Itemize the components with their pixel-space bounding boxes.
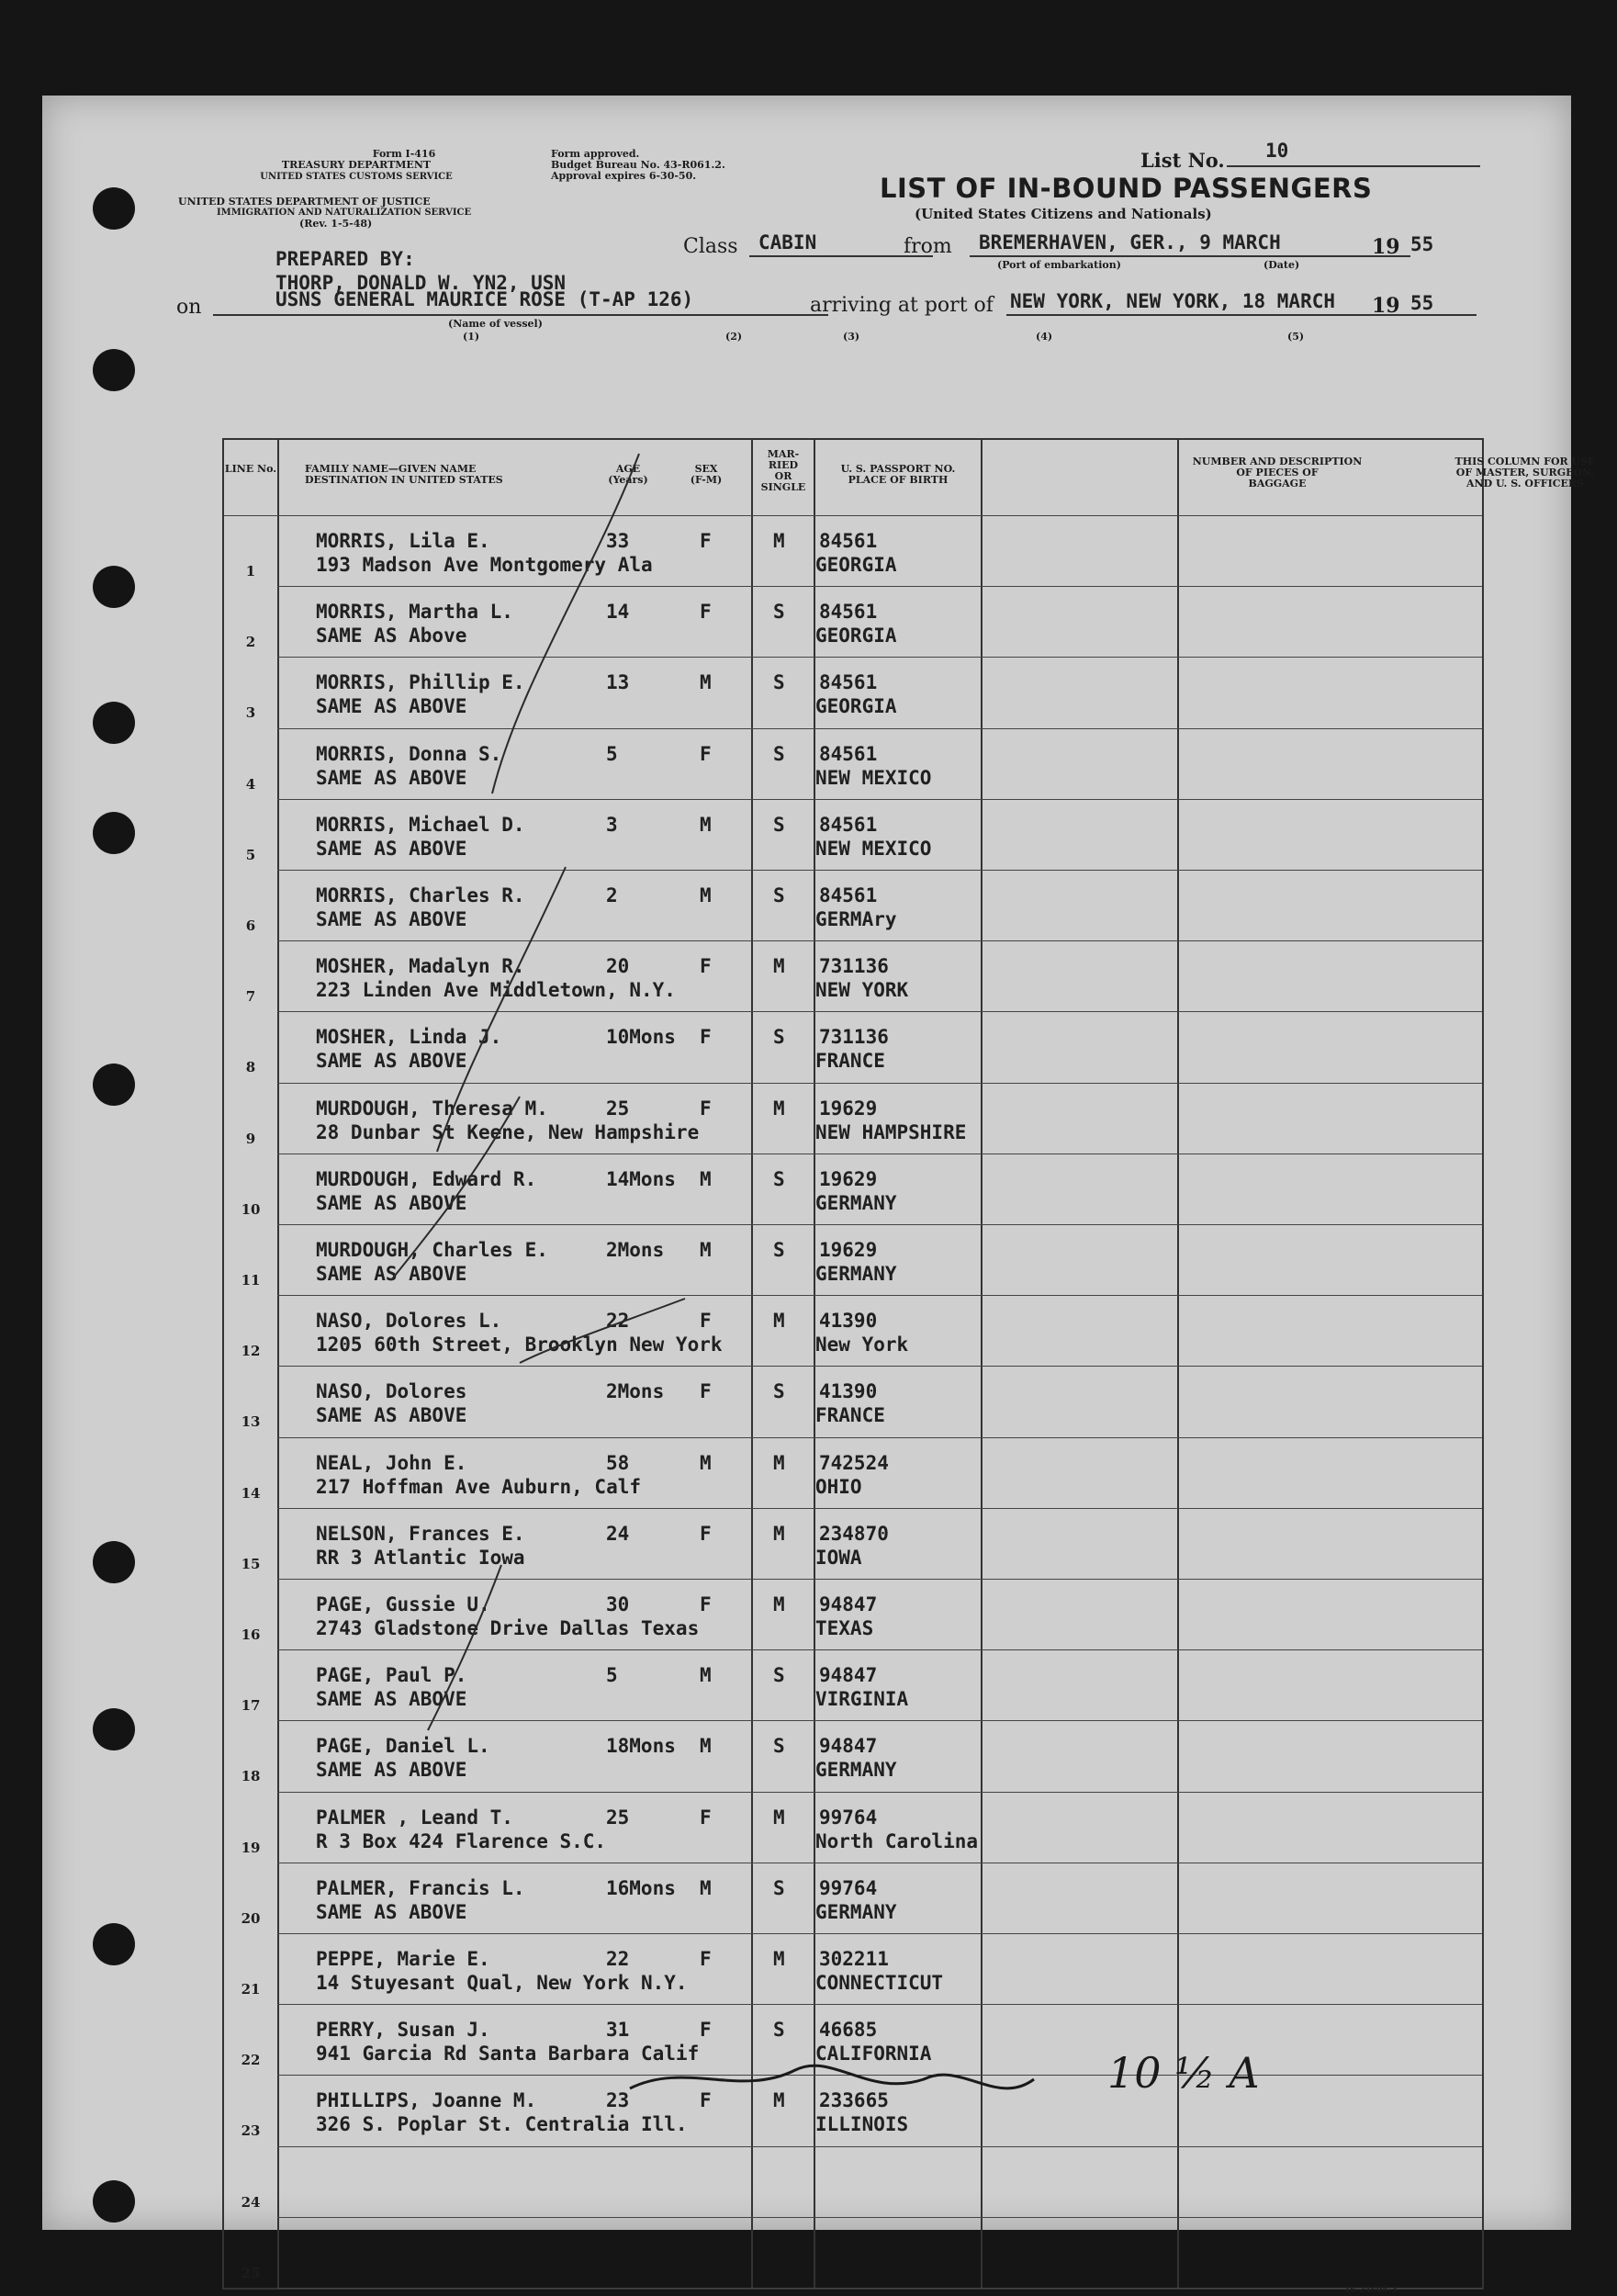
place-of-birth: NEW MEXICO <box>815 766 932 789</box>
page-title: LIST OF IN-BOUND PASSENGERS <box>880 173 1373 204</box>
signature-annotation: 10 ½ A <box>1107 2048 1260 2098</box>
line-number: 13 <box>241 1413 261 1431</box>
passenger-name: MURDOUGH, Edward R. <box>316 1167 537 1190</box>
sex: F <box>700 1026 712 1049</box>
header-line-no: LINE No. <box>224 463 277 475</box>
passport-number: 84561 <box>819 601 878 624</box>
destination: SAME AS ABOVE <box>316 1050 467 1073</box>
place-of-birth: IOWA <box>815 1546 862 1569</box>
passenger-name: NASO, Dolores L. <box>316 1310 502 1333</box>
from-label: from <box>904 235 952 258</box>
destination: 326 S. Poplar St. Centralia Ill. <box>316 2113 688 2136</box>
arrival-year-suffix: 55 <box>1410 292 1434 314</box>
marital-status: M <box>773 955 785 978</box>
header-married: MAR- RIED OR SINGLE <box>760 448 806 493</box>
arriving-label: arriving at port of <box>810 294 994 317</box>
passport-number: 99764 <box>819 1806 878 1829</box>
place-of-birth: FRANCE <box>815 1050 885 1073</box>
passport-number: 46685 <box>819 2019 878 2042</box>
header-officers: THIS COLUMN FOR USE OF MASTER, SURGEON, AND U. S. OFFICERS <box>1454 456 1596 490</box>
on-label: on <box>176 296 202 319</box>
passport-number: 234870 <box>819 1522 889 1545</box>
header-baggage: NUMBER AND DESCRIPTION OF PIECES OF BAGGAGE <box>1192 456 1363 490</box>
sex: M <box>700 1664 712 1687</box>
passenger-name: PALMER , Leand T. <box>316 1806 513 1829</box>
passenger-name: PAGE, Daniel L. <box>316 1735 490 1758</box>
line-number: 14 <box>241 1484 261 1502</box>
col-num-5: (5) <box>1287 331 1305 343</box>
passenger-name: MORRIS, Charles R. <box>316 884 525 906</box>
passenger-name: MORRIS, Martha L. <box>316 601 513 624</box>
age: 25 <box>606 1097 630 1120</box>
age: 31 <box>606 2019 630 2042</box>
arrival-year: 19 <box>1372 294 1400 318</box>
marital-status: S <box>773 813 785 836</box>
list-no-label: List No. <box>1140 149 1225 172</box>
line-number: 4 <box>245 775 256 793</box>
marital-status: S <box>773 1380 785 1403</box>
line-number: 20 <box>241 1909 261 1927</box>
marital-status: S <box>773 1026 785 1049</box>
place-of-birth: NEW YORK <box>815 979 909 1002</box>
marital-status: M <box>773 2089 785 2112</box>
place-of-birth: TEXAS <box>815 1617 874 1639</box>
sex: M <box>700 1167 712 1190</box>
passenger-name: MORRIS, Phillip E. <box>316 671 525 694</box>
place-of-birth: GEORGIA <box>815 554 897 576</box>
sex: M <box>700 671 712 694</box>
line-number: 18 <box>241 1768 261 1785</box>
vessel-caption: (Name of vessel) <box>448 318 543 330</box>
sex: F <box>700 1310 712 1333</box>
destination: SAME AS ABOVE <box>316 1688 467 1711</box>
age: 58 <box>606 1451 630 1474</box>
from-year-suffix: 55 <box>1410 233 1434 255</box>
line-number: 1 <box>245 563 256 580</box>
marital-status: S <box>773 1876 785 1899</box>
col-num-2: (2) <box>725 331 743 343</box>
place-of-birth: GERMANY <box>815 1759 897 1782</box>
line-number: 7 <box>245 988 256 1006</box>
destination: SAME AS ABOVE <box>316 1404 467 1427</box>
passenger-name: PERRY, Susan J. <box>316 2019 490 2042</box>
passport-number: 94847 <box>819 1664 878 1687</box>
ins-heading: IMMIGRATION AND NATURALIZATION SERVICE <box>217 208 472 218</box>
marital-status: S <box>773 1735 785 1758</box>
age: 16Mons <box>606 1876 676 1899</box>
passport-number: 84561 <box>819 813 878 836</box>
date-caption: (Date) <box>1263 259 1300 271</box>
prepared-value: THORP, DONALD W. YN2, USN <box>275 272 567 294</box>
revision: (Rev. 1-5-48) <box>299 218 373 230</box>
passenger-name: PAGE, Paul P. <box>316 1664 467 1687</box>
header-sex: SEX (F-M) <box>690 463 723 486</box>
marital-status: M <box>773 1948 785 1970</box>
passport-number: 41390 <box>819 1310 878 1333</box>
line-number: 9 <box>245 1130 256 1147</box>
line-number: 24 <box>241 2193 261 2211</box>
marital-status: S <box>773 1239 785 1261</box>
age: 2 <box>606 884 618 906</box>
budget-bureau: Budget Bureau No. 43-R061.2. <box>551 159 725 171</box>
passenger-name: NEAL, John E. <box>316 1451 467 1474</box>
age: 30 <box>606 1593 630 1615</box>
destination: 217 Hoffman Ave Auburn, Calf <box>316 1475 642 1498</box>
marital-status: M <box>773 1451 785 1474</box>
line-number: 3 <box>245 704 256 722</box>
col-num-1: (1) <box>463 331 480 343</box>
age: 20 <box>606 955 630 978</box>
destination: 1205 60th Street, Brooklyn New York <box>316 1334 723 1356</box>
age: 2Mons <box>606 1380 665 1403</box>
sex: M <box>700 813 712 836</box>
vessel-name: USNS GENERAL MAURICE ROSE (T-AP 126) <box>275 288 694 310</box>
approval-expires: Approval expires 6-30-50. <box>551 170 697 182</box>
place-of-birth: GERMAry <box>815 908 897 930</box>
line-number: 21 <box>241 1981 261 1998</box>
from-year: 19 <box>1372 235 1400 259</box>
manifest-sheet <box>42 96 1596 2295</box>
marital-status: S <box>773 1664 785 1687</box>
sex: F <box>700 1806 712 1829</box>
header-name: FAMILY NAME—GIVEN NAME DESTINATION IN UNITED STATES <box>305 463 503 486</box>
list-no-value: 10 <box>1265 140 1289 162</box>
place-of-birth: North Carolina <box>815 1829 979 1852</box>
sex: M <box>700 884 712 906</box>
destination: SAME AS ABOVE <box>316 837 467 860</box>
sex: F <box>700 2019 712 2042</box>
place-of-birth: NEW MEXICO <box>815 837 932 860</box>
passport-number: 233665 <box>819 2089 889 2112</box>
port-caption: (Port of embarkation) <box>997 259 1121 271</box>
passport-number: 731136 <box>819 955 889 978</box>
place-of-birth: New York <box>815 1334 909 1356</box>
justice-heading: UNITED STATES DEPARTMENT OF JUSTICE <box>178 196 431 208</box>
destination: 2743 Gladstone Drive Dallas Texas <box>316 1617 700 1639</box>
sex: F <box>700 742 712 765</box>
passenger-name: PALMER, Francis L. <box>316 1876 525 1899</box>
destination: 28 Dunbar St Keene, New Hampshire <box>316 1120 700 1143</box>
col-num-3: (3) <box>843 331 860 343</box>
marital-status: S <box>773 671 785 694</box>
passport-number: 19629 <box>819 1239 878 1261</box>
age: 5 <box>606 742 618 765</box>
age: 2Mons <box>606 1239 665 1261</box>
treasury-heading: TREASURY DEPARTMENT <box>281 159 432 171</box>
age: 33 <box>606 530 630 552</box>
destination: 941 Garcia Rd Santa Barbara Calif <box>316 2043 700 2065</box>
line-number: 2 <box>245 634 256 651</box>
destination: SAME AS ABOVE <box>316 1263 467 1285</box>
passport-number: 302211 <box>819 1948 889 1970</box>
line-number: 17 <box>241 1697 261 1715</box>
sex: M <box>700 1735 712 1758</box>
pencil-marks <box>42 96 1571 2230</box>
footer-code: 16-24605-3 <box>1344 2286 1398 2295</box>
age: 18Mons <box>606 1735 676 1758</box>
line-number: 10 <box>241 1200 261 1218</box>
passenger-name: MURDOUGH, Charles E. <box>316 1239 548 1261</box>
passport-number: 84561 <box>819 742 878 765</box>
line-number: 11 <box>241 1272 261 1289</box>
line-number: 8 <box>245 1059 256 1076</box>
passenger-name: MORRIS, Michael D. <box>316 813 525 836</box>
page-subtitle: (United States Citizens and Nationals) <box>915 206 1212 222</box>
line-number: 19 <box>241 1839 261 1856</box>
sex: F <box>700 1522 712 1545</box>
destination: 193 Madson Ave Montgomery Ala <box>316 554 653 576</box>
place-of-birth: CONNECTICUT <box>815 1972 944 1994</box>
passenger-name: MOSHER, Madalyn R. <box>316 955 525 978</box>
marital-status: M <box>773 530 785 552</box>
sex: F <box>700 1948 712 1970</box>
signature-mark <box>630 2065 1034 2088</box>
passenger-name: MURDOUGH, Theresa M. <box>316 1097 548 1120</box>
sex: M <box>700 1876 712 1899</box>
age: 24 <box>606 1522 630 1545</box>
passport-number: 19629 <box>819 1097 878 1120</box>
passport-number: 84561 <box>819 884 878 906</box>
line-number: 6 <box>245 917 256 934</box>
age: 10Mons <box>606 1026 676 1049</box>
marital-status: S <box>773 2019 785 2042</box>
place-of-birth: NEW HAMPSHIRE <box>815 1120 967 1143</box>
passenger-name: PEPPE, Marie E. <box>316 1948 490 1970</box>
age: 14Mons <box>606 1167 676 1190</box>
line-number: 5 <box>245 846 256 863</box>
marital-status: M <box>773 1522 785 1545</box>
header-passport: U. S. PASSPORT NO. PLACE OF BIRTH <box>840 463 956 486</box>
form-number: Form I-416 <box>372 148 436 160</box>
passport-number: 94847 <box>819 1735 878 1758</box>
passenger-name: PAGE, Gussie U. <box>316 1593 490 1615</box>
place-of-birth: ILLINOIS <box>815 2113 909 2136</box>
passport-number: 41390 <box>819 1380 878 1403</box>
sex: F <box>700 601 712 624</box>
place-of-birth: CALIFORNIA <box>815 2043 932 2065</box>
passport-number: 742524 <box>819 1451 889 1474</box>
passport-number: 84561 <box>819 530 878 552</box>
age: 14 <box>606 601 630 624</box>
marital-status: M <box>773 1806 785 1829</box>
age: 13 <box>606 671 630 694</box>
place-of-birth: FRANCE <box>815 1404 885 1427</box>
line-number: 25 <box>241 2264 261 2281</box>
sex: F <box>700 1593 712 1615</box>
line-number: 22 <box>241 2052 261 2069</box>
destination: 223 Linden Ave Middletown, N.Y. <box>316 979 676 1002</box>
form-approved: Form approved. <box>551 148 640 160</box>
marital-status: S <box>773 742 785 765</box>
sex: F <box>700 1380 712 1403</box>
header-age: AGE (Years) <box>608 463 648 486</box>
marital-status: S <box>773 884 785 906</box>
from-value: BREMERHAVEN, GER., 9 MARCH <box>979 231 1281 253</box>
passport-number: 94847 <box>819 1593 878 1615</box>
marital-status: S <box>773 601 785 624</box>
place-of-birth: VIRGINIA <box>815 1688 909 1711</box>
destination: 14 Stuyesant Qual, New York N.Y. <box>316 1972 688 1994</box>
marital-status: M <box>773 1310 785 1333</box>
age: 23 <box>606 2089 630 2112</box>
passenger-name: PHILLIPS, Joanne M. <box>316 2089 537 2112</box>
destination: SAME AS ABOVE <box>316 908 467 930</box>
age: 3 <box>606 813 618 836</box>
sex: M <box>700 1451 712 1474</box>
class-label: Class <box>683 235 738 258</box>
passenger-name: MORRIS, Donna S. <box>316 742 502 765</box>
place-of-birth: GERMANY <box>815 1900 897 1923</box>
arrival-value: NEW YORK, NEW YORK, 18 MARCH <box>1010 290 1336 312</box>
class-value: CABIN <box>758 231 817 253</box>
customs-heading: UNITED STATES CUSTOMS SERVICE <box>260 172 453 182</box>
passport-number: 84561 <box>819 671 878 694</box>
place-of-birth: GEORGIA <box>815 695 897 718</box>
passport-number: 19629 <box>819 1167 878 1190</box>
destination: SAME AS ABOVE <box>316 1191 467 1214</box>
destination: SAME AS ABOVE <box>316 695 467 718</box>
place-of-birth: GERMANY <box>815 1191 897 1214</box>
sex: F <box>700 2089 712 2112</box>
destination: SAME AS ABOVE <box>316 1759 467 1782</box>
passport-number: 99764 <box>819 1876 878 1899</box>
sex: F <box>700 955 712 978</box>
age: 22 <box>606 1948 630 1970</box>
marital-status: S <box>773 1167 785 1190</box>
line-number: 16 <box>241 1626 261 1643</box>
destination: SAME AS ABOVE <box>316 1900 467 1923</box>
passport-number: 731136 <box>819 1026 889 1049</box>
destination: SAME AS ABOVE <box>316 766 467 789</box>
passenger-name: MORRIS, Lila E. <box>316 530 490 552</box>
sex: F <box>700 530 712 552</box>
place-of-birth: OHIO <box>815 1475 862 1498</box>
marital-status: M <box>773 1593 785 1615</box>
sex: F <box>700 1097 712 1120</box>
destination: RR 3 Atlantic Iowa <box>316 1546 525 1569</box>
prepared-label: PREPARED BY: <box>275 248 415 270</box>
place-of-birth: GEORGIA <box>815 625 897 647</box>
col-num-4: (4) <box>1036 331 1053 343</box>
passenger-name: NASO, Dolores <box>316 1380 467 1403</box>
line-number: 12 <box>241 1343 261 1360</box>
sex: M <box>700 1239 712 1261</box>
age: 22 <box>606 1310 630 1333</box>
age: 5 <box>606 1664 618 1687</box>
line-number: 23 <box>241 2122 261 2140</box>
line-number: 15 <box>241 1555 261 1572</box>
marital-status: M <box>773 1097 785 1120</box>
destination: SAME AS Above <box>316 625 467 647</box>
place-of-birth: GERMANY <box>815 1263 897 1285</box>
age: 25 <box>606 1806 630 1829</box>
passenger-name: MOSHER, Linda J. <box>316 1026 502 1049</box>
destination: R 3 Box 424 Flarence S.C. <box>316 1829 607 1852</box>
passenger-name: NELSON, Frances E. <box>316 1522 525 1545</box>
